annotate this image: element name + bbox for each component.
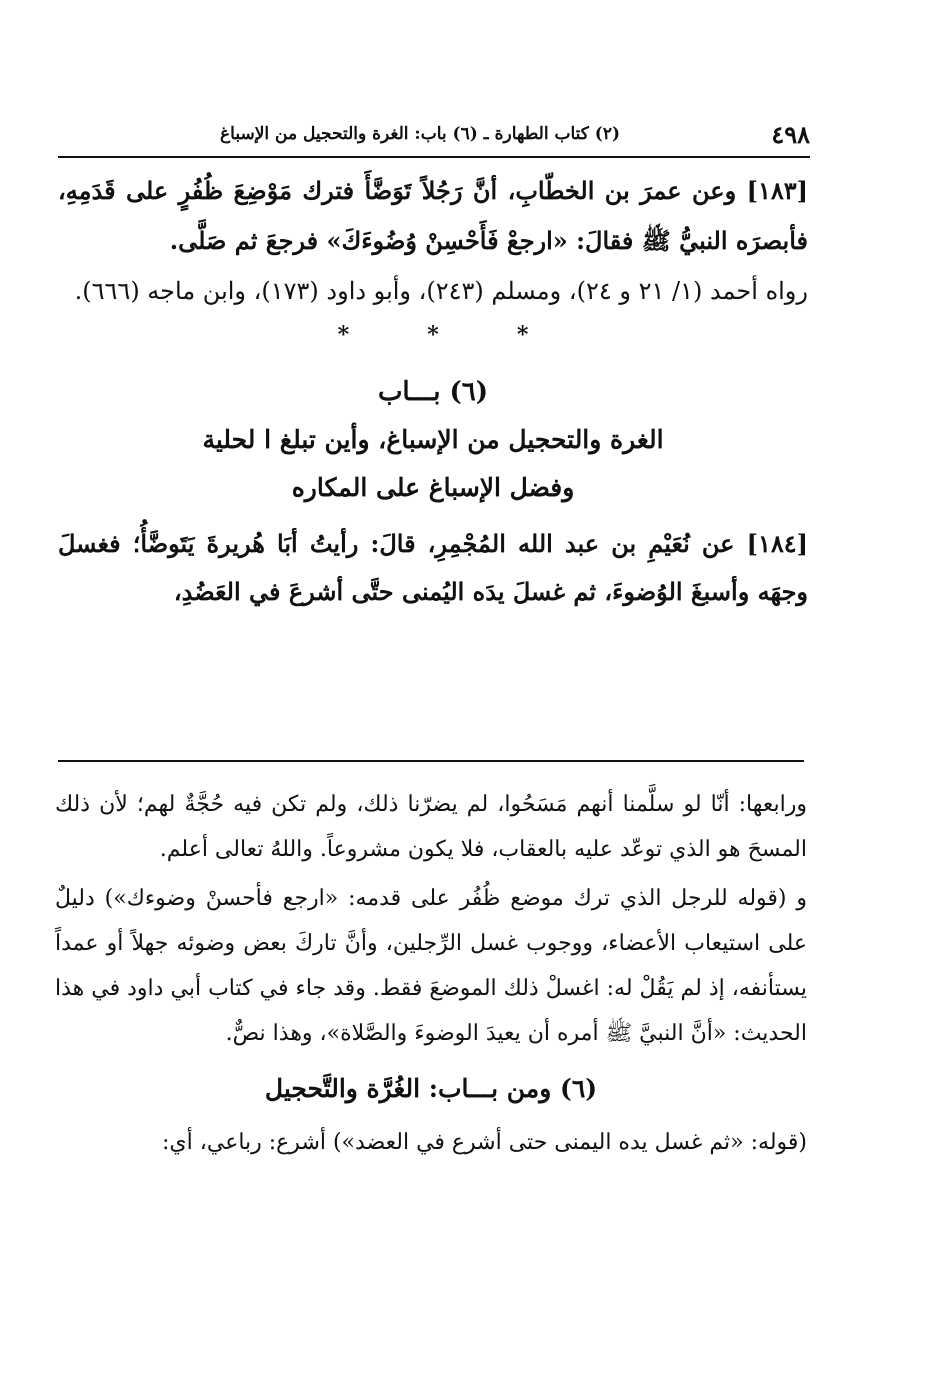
running-title: (٢) كتاب الطهارة ـ (٦) باب: الغرة والتحجيل من الإسباغ xyxy=(220,124,621,144)
commentary-paragraph-2: و (قوله للرجل الذي ترك موضع ظُفُر على قدمه: «ارجع فأحسنْ وضوءك») دليلٌ على استيعاب الأعضاء، ووجوب غسل الرِّجلين، وأنَّ تاركَ بعض وضوئه جهلاً أو عمداً يستأنفه، إذ لم يَقُلْ له: اغسلْ ذلك الموضعَ فقط. وقد جاء في كتاب أبي داود في هذا الحديث: «أنَّ النبيَّ ﷺ أمره أن يعيدَ الوضوءَ والصَّلاة»، وهذا نصٌّ. xyxy=(55,886,807,1046)
commentary-chapter-heading: (٦) ومن بـــاب: الغُرَّة والتَّحجيل xyxy=(264,1074,598,1103)
separator-star: * xyxy=(337,322,350,348)
page-header xyxy=(58,118,810,154)
hadith-183-text: [١٨٣] وعن عمرَ بن الخطّابِ، أنَّ رَجُلاً تَوَضَّأَ فترك مَوْضِعَ ظُفُرٍ على قَدَمِهِ، فأبصرَه النبيُّ ﷺ فقالَ: «ارجعْ فَأَحْسِنْ وُضُوءَكَ» فرجعَ ثم صَلَّى. xyxy=(58,176,808,255)
commentary-paragraph-1: ورابعها: أنّا لو سلَّمنا أنهم مَسَحُوا، لم يضرّنا ذلك، ولم تكن فيه حُجَّةٌ لهم؛ لأن ذلك المسحَ هو الذي توعّد عليه بالعقاب، فلا يكون مشروعاً. واللهُ تعالى أعلم. xyxy=(55,792,807,862)
separator-star: * xyxy=(516,322,529,348)
commentary xyxy=(55,782,807,1165)
chapter-number: (٦) بـــاب xyxy=(377,377,489,407)
hadith-183-source: رواه أحمد (١/ ٢١ و ٢٤)، ومسلم (٢٤٣)، وأبو داود (١٧٣)، وابن ماجه (٦٦٦). xyxy=(74,277,808,305)
header-divider xyxy=(58,156,810,158)
page-number: ٤٩٨ xyxy=(771,120,810,149)
chapter-heading xyxy=(58,368,808,512)
main-text xyxy=(58,166,808,616)
commentary-divider xyxy=(58,760,804,762)
separator-star: * xyxy=(427,322,439,348)
section-separator xyxy=(58,322,808,348)
commentary-paragraph-3: (قوله: «ثم غسل يده اليمنى حتى أشرع في العضد») أشرع: رباعي، أي: xyxy=(162,1130,807,1155)
chapter-title-line-1: الغرة والتحجيل من الإسباغ، وأين تبلغ ا لحلية xyxy=(202,425,664,454)
hadith-184-text: [١٨٤] عن نُعَيْمِ بن عبد الله المُجْمِرِ، قالَ: رأيتُ أبَا هُريرةَ يَتَوضَّأُ؛ فغسلَ وجهَه وأسبغَ الوُضوءَ، ثم غسلَ يدَه اليُمنى حتَّى أشرعَ في العَضُدِ، xyxy=(58,529,808,606)
chapter-title-line-2: وفضل الإسباغ على المكاره xyxy=(291,473,575,502)
